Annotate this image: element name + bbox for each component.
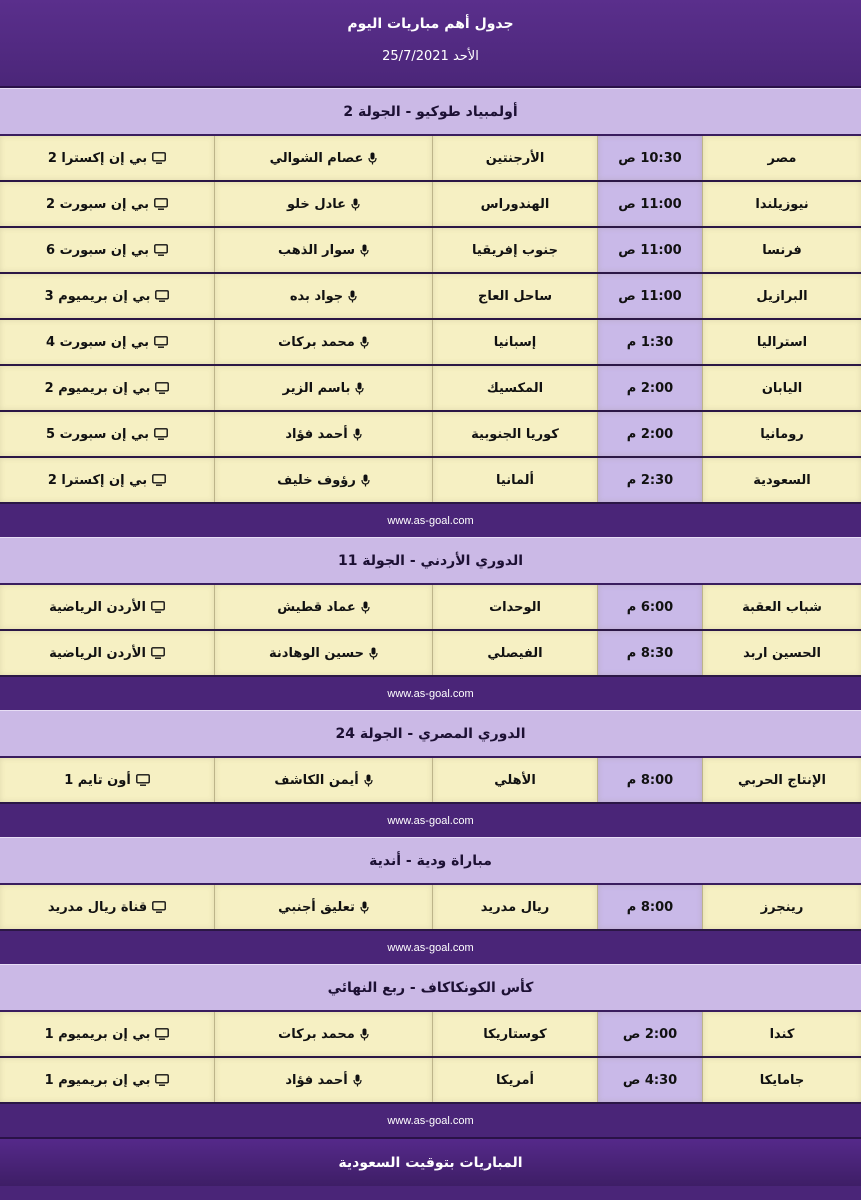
channel-name: الأردن الرياضية	[49, 645, 146, 661]
match-time: 2:00 ص	[597, 1012, 702, 1056]
commentator-cell	[214, 136, 432, 180]
microphone-icon	[361, 474, 370, 487]
match-time: 11:00 ص	[597, 228, 702, 272]
tv-icon	[152, 474, 166, 486]
microphone-icon	[369, 647, 378, 660]
commentator-name: حسين الوهادنة	[269, 645, 364, 661]
match-row	[0, 631, 861, 677]
home-team: مصر	[702, 136, 861, 180]
microphone-icon	[368, 152, 377, 165]
channel-cell	[0, 412, 214, 456]
match-row	[0, 182, 861, 228]
match-time: 8:00 م	[597, 885, 702, 929]
away-team: المكسيك	[432, 366, 597, 410]
channel-name: بي إن بريميوم 2	[44, 380, 151, 396]
match-time: 11:00 ص	[597, 182, 702, 226]
match-row	[0, 320, 861, 366]
commentator-cell	[214, 585, 432, 629]
microphone-icon	[360, 336, 369, 349]
away-team: الوحدات	[432, 585, 597, 629]
source-link[interactable]: www.as-goal.com	[0, 677, 861, 710]
commentator-name: أيمن الكاشف	[274, 772, 359, 788]
match-time: 8:30 م	[597, 631, 702, 675]
match-row	[0, 366, 861, 412]
microphone-icon	[353, 428, 362, 441]
commentator-name: عماد قطيش	[277, 599, 356, 615]
commentator-name: محمد بركات	[278, 334, 355, 350]
channel-cell	[0, 182, 214, 226]
commentator-cell	[214, 1012, 432, 1056]
commentator-name: رؤوف خليف	[277, 472, 356, 488]
competition-section	[0, 537, 861, 710]
page-date: الأحد 25/7/2021	[382, 49, 479, 64]
match-row	[0, 136, 861, 182]
channel-cell	[0, 228, 214, 272]
home-team: نيوزيلندا	[702, 182, 861, 226]
home-team: جامايكا	[702, 1058, 861, 1102]
microphone-icon	[360, 244, 369, 257]
channel-cell	[0, 1012, 214, 1056]
channel-name: بي إن إكسترا 2	[47, 472, 148, 488]
channel-name: الأردن الرياضية	[49, 599, 146, 615]
home-team: رينجرز	[702, 885, 861, 929]
commentator-name: عصام الشوالي	[269, 150, 364, 166]
page-footer: المباريات بتوقيت السعودية	[0, 1137, 861, 1186]
tv-icon	[152, 152, 166, 164]
commentator-cell	[214, 631, 432, 675]
away-team: كوستاريكا	[432, 1012, 597, 1056]
match-row	[0, 412, 861, 458]
commentator-name: أحمد فؤاد	[285, 426, 348, 442]
tv-icon	[154, 336, 168, 348]
match-time: 1:30 م	[597, 320, 702, 364]
competition-title: مباراة ودية - أندية	[0, 837, 861, 885]
commentator-cell	[214, 1058, 432, 1102]
home-team: استراليا	[702, 320, 861, 364]
microphone-icon	[355, 382, 364, 395]
home-team: اليابان	[702, 366, 861, 410]
competition-section	[0, 837, 861, 964]
commentator-cell	[214, 182, 432, 226]
channel-cell	[0, 585, 214, 629]
source-link[interactable]: www.as-goal.com	[0, 504, 861, 537]
tv-icon	[154, 198, 168, 210]
away-team: ريال مدريد	[432, 885, 597, 929]
channel-name: بي إن بريميوم 3	[44, 288, 151, 304]
commentator-cell	[214, 228, 432, 272]
match-time: 8:00 م	[597, 758, 702, 802]
commentator-cell	[214, 458, 432, 502]
tv-icon	[155, 1028, 169, 1040]
channel-name: بي إن سبورت 5	[46, 426, 149, 442]
commentator-name: عادل خلو	[286, 196, 347, 212]
match-time: 4:30 ص	[597, 1058, 702, 1102]
channel-cell	[0, 320, 214, 364]
away-team: إسبانيا	[432, 320, 597, 364]
commentator-name: تعليق أجنبي	[278, 899, 355, 915]
channel-cell	[0, 136, 214, 180]
microphone-icon	[361, 601, 370, 614]
away-team: الأهلي	[432, 758, 597, 802]
page-title: جدول أهم مباريات اليوم	[347, 16, 514, 32]
channel-name: بي إن بريميوم 1	[44, 1072, 151, 1088]
away-team: أمريكا	[432, 1058, 597, 1102]
commentator-cell	[214, 758, 432, 802]
competition-section	[0, 964, 861, 1137]
channel-name: أون تايم 1	[64, 772, 131, 788]
microphone-icon	[364, 774, 373, 787]
source-link[interactable]: www.as-goal.com	[0, 931, 861, 964]
competition-title: الدوري الأردني - الجولة 11	[0, 537, 861, 585]
channel-name: بي إن سبورت 2	[46, 196, 149, 212]
competition-title: كأس الكونكاكاف - ربع النهائي	[0, 964, 861, 1012]
channel-cell	[0, 631, 214, 675]
tv-icon	[152, 901, 166, 913]
channel-name: قناة ريال مدريد	[47, 899, 148, 915]
match-row	[0, 885, 861, 931]
commentator-name: باسم الزير	[282, 380, 351, 396]
commentator-cell	[214, 366, 432, 410]
tv-icon	[155, 1074, 169, 1086]
match-time: 2:00 م	[597, 412, 702, 456]
competition-title: أولمبياد طوكيو - الجولة 2	[0, 88, 861, 136]
commentator-name: جواد بده	[289, 288, 344, 304]
match-row	[0, 458, 861, 504]
home-team: البرازيل	[702, 274, 861, 318]
match-row	[0, 228, 861, 274]
commentator-name: سوار الذهب	[277, 242, 356, 258]
source-link[interactable]: www.as-goal.com	[0, 1104, 861, 1137]
match-row	[0, 1058, 861, 1104]
match-row	[0, 585, 861, 631]
channel-name: بي إن سبورت 6	[46, 242, 149, 258]
match-time: 2:30 م	[597, 458, 702, 502]
tv-icon	[136, 774, 150, 786]
away-team: جنوب إفريقيا	[432, 228, 597, 272]
competition-section	[0, 88, 861, 537]
channel-cell	[0, 1058, 214, 1102]
match-row	[0, 1012, 861, 1058]
home-team: الحسين اربد	[702, 631, 861, 675]
channel-cell	[0, 885, 214, 929]
match-time: 11:00 ص	[597, 274, 702, 318]
channel-name: بي إن إكسترا 2	[47, 150, 148, 166]
tv-icon	[154, 244, 168, 256]
match-time: 10:30 ص	[597, 136, 702, 180]
away-team: الأرجنتين	[432, 136, 597, 180]
channel-cell	[0, 274, 214, 318]
commentator-name: أحمد فؤاد	[285, 1072, 348, 1088]
home-team: السعودية	[702, 458, 861, 502]
commentator-cell	[214, 412, 432, 456]
home-team: فرنسا	[702, 228, 861, 272]
match-time: 6:00 م	[597, 585, 702, 629]
competition-title: الدوري المصري - الجولة 24	[0, 710, 861, 758]
away-team: الفيصلي	[432, 631, 597, 675]
channel-name: بي إن بريميوم 1	[44, 1026, 151, 1042]
competition-section	[0, 710, 861, 837]
tv-icon	[151, 601, 165, 613]
match-row	[0, 274, 861, 320]
commentator-cell	[214, 274, 432, 318]
microphone-icon	[353, 1074, 362, 1087]
home-team: رومانيا	[702, 412, 861, 456]
away-team: الهندوراس	[432, 182, 597, 226]
away-team: ألمانيا	[432, 458, 597, 502]
tv-icon	[151, 647, 165, 659]
match-time: 2:00 م	[597, 366, 702, 410]
microphone-icon	[348, 290, 357, 303]
microphone-icon	[351, 198, 360, 211]
home-team: الإنتاج الحربي	[702, 758, 861, 802]
tv-icon	[155, 290, 169, 302]
channel-cell	[0, 366, 214, 410]
away-team: ساحل العاج	[432, 274, 597, 318]
channel-cell	[0, 758, 214, 802]
microphone-icon	[360, 901, 369, 914]
source-link[interactable]: www.as-goal.com	[0, 804, 861, 837]
page-header	[0, 0, 861, 88]
home-team: شباب العقبة	[702, 585, 861, 629]
commentator-name: محمد بركات	[278, 1026, 355, 1042]
tv-icon	[154, 428, 168, 440]
channel-cell	[0, 458, 214, 502]
match-row	[0, 758, 861, 804]
microphone-icon	[360, 1028, 369, 1041]
commentator-cell	[214, 885, 432, 929]
commentator-cell	[214, 320, 432, 364]
tv-icon	[155, 382, 169, 394]
away-team: كوريا الجنوبية	[432, 412, 597, 456]
schedule	[0, 88, 861, 1137]
channel-name: بي إن سبورت 4	[46, 334, 149, 350]
home-team: كندا	[702, 1012, 861, 1056]
